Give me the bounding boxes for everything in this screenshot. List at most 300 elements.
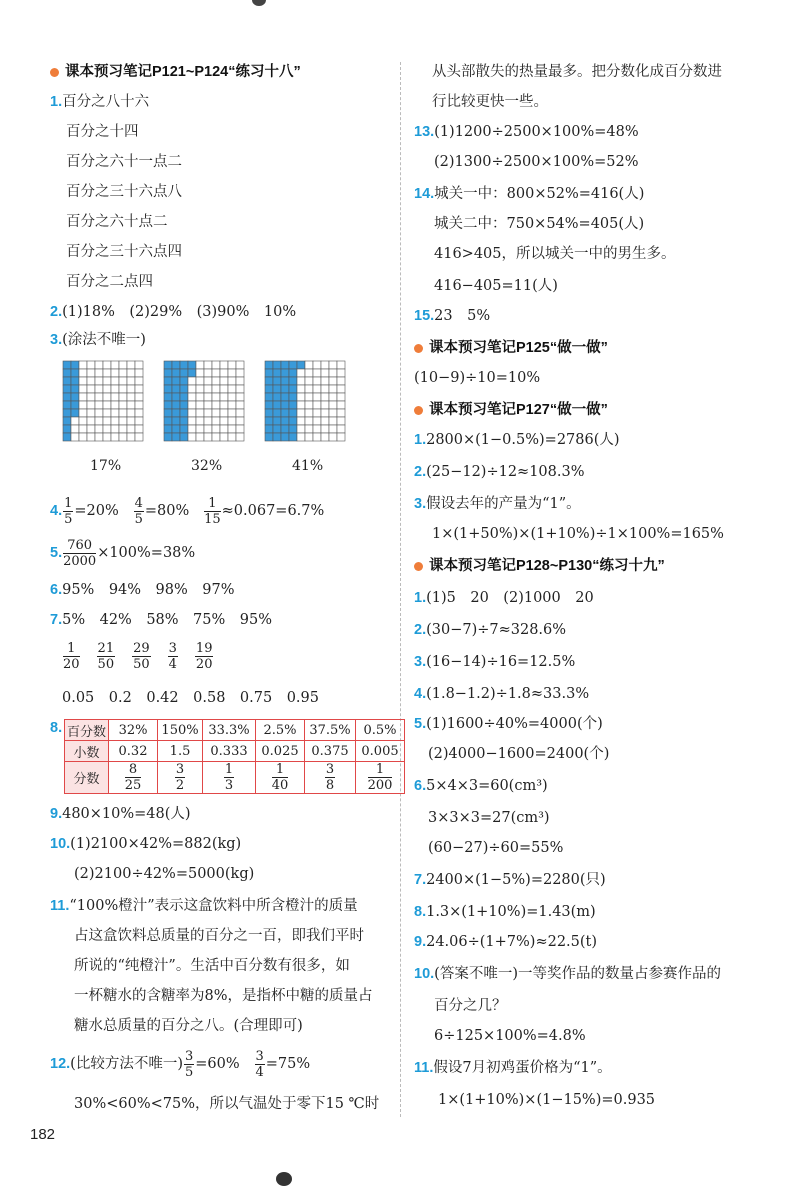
grid-cell bbox=[111, 361, 119, 369]
grid-cell bbox=[313, 361, 321, 369]
grid-cell bbox=[297, 433, 305, 441]
fraction: $\frac{1}{15}$ bbox=[204, 495, 221, 527]
h3-item: 2.(25−12)÷12≈108.3% bbox=[414, 464, 585, 480]
grid-cell bbox=[103, 377, 111, 385]
grid-cell-shaded bbox=[180, 409, 188, 417]
grid-cell bbox=[321, 393, 329, 401]
grid-cell bbox=[135, 401, 143, 409]
grid-cell-shaded bbox=[180, 401, 188, 409]
q6-line: 6.5×4×3=60(cm³) bbox=[414, 778, 548, 794]
grid-cell-shaded bbox=[164, 377, 172, 385]
grid-cell bbox=[204, 369, 212, 377]
q9-line: 9.24.06÷(1+7%)≈22.5(t) bbox=[414, 934, 598, 950]
grid-cell-shaded bbox=[63, 417, 71, 425]
grid-cell bbox=[111, 409, 119, 417]
grid-cell bbox=[95, 401, 103, 409]
grid-cell bbox=[196, 417, 204, 425]
grid-cell bbox=[321, 425, 329, 433]
grid-cell bbox=[188, 409, 196, 417]
grid-cell bbox=[111, 369, 119, 377]
q1-line: 百分之三十六点八 bbox=[66, 184, 182, 200]
grid-cell bbox=[337, 369, 345, 377]
grid-cell bbox=[321, 361, 329, 369]
grid-cell bbox=[321, 409, 329, 417]
q5b-line: (2)4000−1600=2400(个) bbox=[428, 746, 610, 762]
q7-line: 7.2400×(1−5%)=2280(只) bbox=[414, 872, 606, 888]
q11-line: 糖水总质量的百分之八。(合理即可) bbox=[74, 1018, 303, 1034]
q15-line: 15.23 5% bbox=[414, 308, 491, 324]
grid-cell bbox=[188, 401, 196, 409]
grid-cell bbox=[71, 417, 79, 425]
grid-cell bbox=[188, 385, 196, 393]
hundred-grid-1 bbox=[62, 360, 144, 442]
grid-cell bbox=[236, 417, 244, 425]
table-row: 百分数 32% 150% 33.3% 2.5% 37.5% 0.5% bbox=[65, 720, 405, 741]
grid-cell bbox=[79, 377, 87, 385]
grid-cell bbox=[188, 417, 196, 425]
grid-cell bbox=[87, 401, 95, 409]
grid-cell bbox=[236, 385, 244, 393]
q8-number: 8. bbox=[50, 720, 63, 736]
grid-cell bbox=[321, 417, 329, 425]
grid-cell bbox=[212, 433, 220, 441]
grid-cell-shaded bbox=[273, 369, 281, 377]
grid-cell-shaded bbox=[63, 433, 71, 441]
grid-cell bbox=[87, 369, 95, 377]
grid-cell-shaded bbox=[63, 377, 71, 385]
grid-cell bbox=[204, 377, 212, 385]
h4-item: 2.(30−7)÷7≈328.6% bbox=[414, 622, 567, 638]
grid-cell-shaded bbox=[172, 385, 180, 393]
grid-cell-shaded bbox=[172, 409, 180, 417]
grid-cell bbox=[329, 417, 337, 425]
grid-cell bbox=[71, 425, 79, 433]
q1-line: 百分之六十点二 bbox=[66, 214, 168, 230]
grid-cell bbox=[127, 425, 135, 433]
q5-line: 5. $\frac{760}{2000}$ ×100%=38% bbox=[50, 537, 196, 569]
grid-cell-shaded bbox=[273, 377, 281, 385]
q1-line: 百分之二点四 bbox=[66, 274, 153, 290]
grid-cell bbox=[87, 425, 95, 433]
grid-cell bbox=[127, 401, 135, 409]
grid-cell-shaded bbox=[71, 361, 79, 369]
grid-cell bbox=[313, 393, 321, 401]
grid-cell bbox=[127, 361, 135, 369]
grid-cell bbox=[135, 417, 143, 425]
q9-line: 9.480×10%=48(人) bbox=[50, 806, 191, 822]
grid-cell bbox=[236, 433, 244, 441]
grid-cell-shaded bbox=[188, 369, 196, 377]
q7-fractions bbox=[62, 638, 214, 674]
grid-cell bbox=[236, 425, 244, 433]
grid-cell bbox=[188, 393, 196, 401]
section-header-2: 课本预习笔记P125“做一做” bbox=[414, 338, 608, 358]
grid-cell bbox=[329, 409, 337, 417]
grid-cell bbox=[313, 377, 321, 385]
grid-cell-shaded bbox=[265, 417, 273, 425]
grid-cell bbox=[313, 417, 321, 425]
grid-cell bbox=[204, 393, 212, 401]
grid-cell bbox=[135, 393, 143, 401]
grid-cell-shaded bbox=[71, 393, 79, 401]
q1-line: 百分之三十六点四 bbox=[66, 244, 182, 260]
fraction: $\frac{3}{4}$ bbox=[255, 1048, 264, 1080]
h2-line: (10−9)÷10=10% bbox=[414, 370, 541, 386]
grid-cell bbox=[103, 369, 111, 377]
grid-cell bbox=[87, 385, 95, 393]
grid-cell-shaded bbox=[63, 409, 71, 417]
grid-cell bbox=[337, 425, 345, 433]
grid-cell-shaded bbox=[273, 385, 281, 393]
grid-caption-3: 41% bbox=[292, 458, 324, 474]
grid-cell bbox=[220, 425, 228, 433]
grid-cell bbox=[87, 409, 95, 417]
fraction: $\frac{3}{8}$ bbox=[325, 762, 335, 793]
grid-cell-shaded bbox=[281, 417, 289, 425]
grid-cell bbox=[204, 417, 212, 425]
grid-cell-shaded bbox=[164, 361, 172, 369]
grid-cell bbox=[95, 409, 103, 417]
grid-cell-shaded bbox=[281, 433, 289, 441]
grid-cell-shaded bbox=[289, 361, 297, 369]
grid-cell bbox=[220, 433, 228, 441]
grid-cell bbox=[111, 425, 119, 433]
grid-cell-shaded bbox=[265, 361, 273, 369]
grid-cell bbox=[305, 393, 313, 401]
grid-cell bbox=[204, 425, 212, 433]
grid-cell bbox=[119, 393, 127, 401]
grid-cell bbox=[228, 393, 236, 401]
grid-cell bbox=[135, 377, 143, 385]
grid-cell bbox=[220, 369, 228, 377]
grid-cell-shaded bbox=[71, 377, 79, 385]
grid-cell bbox=[297, 377, 305, 385]
grid-cell bbox=[236, 401, 244, 409]
grid-cell bbox=[196, 377, 204, 385]
q6-line: 6.95% 94% 98% 97% bbox=[50, 582, 235, 598]
q10-line: (2)2100÷42%=5000(kg) bbox=[74, 866, 255, 882]
grid-cell bbox=[329, 393, 337, 401]
grid-cell-shaded bbox=[265, 425, 273, 433]
grid-cell bbox=[79, 425, 87, 433]
grid-cell-shaded bbox=[273, 425, 281, 433]
grid-cell-shaded bbox=[281, 361, 289, 369]
bullet-dot-icon bbox=[414, 406, 423, 415]
grid-cell bbox=[313, 369, 321, 377]
q2-line: 2.(1)18% (2)29% (3)90% 10% bbox=[50, 304, 297, 320]
grid-cell bbox=[119, 361, 127, 369]
grid-cell bbox=[297, 393, 305, 401]
grid-cell bbox=[305, 409, 313, 417]
grid-cell bbox=[127, 377, 135, 385]
grid-cell bbox=[228, 361, 236, 369]
h4-item: 4.(1.8−1.2)÷1.8≈33.3% bbox=[414, 686, 590, 702]
q14-line: 416−405=11(人) bbox=[434, 278, 558, 294]
grid-cell-shaded bbox=[273, 401, 281, 409]
q11-line: 占这盒饮料总质量的百分之一百，即我们平时 bbox=[74, 928, 364, 944]
grid-cell bbox=[79, 369, 87, 377]
grid-cell bbox=[204, 385, 212, 393]
grid-cell bbox=[212, 393, 220, 401]
q1-line: 百分之六十一点二 bbox=[66, 154, 182, 170]
grid-cell bbox=[337, 433, 345, 441]
grid-cell bbox=[337, 377, 345, 385]
grid-cell bbox=[103, 409, 111, 417]
grid-cell bbox=[87, 361, 95, 369]
grid-cell bbox=[135, 409, 143, 417]
grid-cell bbox=[87, 433, 95, 441]
grid-cell-shaded bbox=[172, 361, 180, 369]
q1-line: 1.百分之八十六 bbox=[50, 94, 150, 110]
grid-cell-shaded bbox=[265, 377, 273, 385]
grid-cell bbox=[228, 433, 236, 441]
column-divider bbox=[400, 62, 401, 1117]
grid-cell bbox=[204, 409, 212, 417]
grid-cell-shaded bbox=[265, 393, 273, 401]
grid-cell-shaded bbox=[281, 425, 289, 433]
grid-cell bbox=[79, 409, 87, 417]
grid-cell bbox=[204, 361, 212, 369]
grid-cell-shaded bbox=[164, 425, 172, 433]
grid-cell bbox=[236, 377, 244, 385]
grid-cell bbox=[119, 369, 127, 377]
grid-cell bbox=[297, 425, 305, 433]
grid-cell bbox=[212, 377, 220, 385]
q7-line: 7.5% 42% 58% 75% 95% bbox=[50, 612, 273, 628]
grid-cell bbox=[337, 385, 345, 393]
grid-cell-shaded bbox=[289, 409, 297, 417]
grid-cell bbox=[204, 433, 212, 441]
q11-line: 11.假设7月初鸡蛋价格为“1”。 bbox=[414, 1060, 612, 1076]
grid-cell bbox=[127, 369, 135, 377]
grid-cell bbox=[135, 425, 143, 433]
fraction: $\frac{29}{50}$ bbox=[133, 640, 150, 672]
grid-cell bbox=[212, 361, 220, 369]
grid-cell bbox=[337, 409, 345, 417]
grid-cell bbox=[135, 361, 143, 369]
grid-cell bbox=[87, 393, 95, 401]
grid-cell bbox=[212, 401, 220, 409]
grid-cell bbox=[228, 417, 236, 425]
fraction: $\frac{3}{5}$ bbox=[185, 1048, 194, 1080]
grid-cell-shaded bbox=[188, 361, 196, 369]
grid-cell bbox=[337, 417, 345, 425]
grid-cell bbox=[196, 369, 204, 377]
grid-cell bbox=[305, 377, 313, 385]
grid-caption-1: 17% bbox=[90, 458, 122, 474]
grid-cell-shaded bbox=[180, 377, 188, 385]
grid-cell-shaded bbox=[71, 369, 79, 377]
grid-cell-shaded bbox=[172, 425, 180, 433]
grid-cell-shaded bbox=[273, 393, 281, 401]
grid-cell bbox=[119, 417, 127, 425]
grid-cell bbox=[305, 361, 313, 369]
grid-cell bbox=[188, 377, 196, 385]
q4-line: 4. $\frac{1}{5}$ =20% $\frac{4}{5}$ =80% $\frac{1}{15}$ ≈0.067=6.7% bbox=[50, 495, 325, 527]
section-header-4: 课本预习笔记P128~P130“练习十九” bbox=[414, 556, 665, 576]
fraction: $\frac{760}{2000}$ bbox=[63, 537, 97, 569]
grid-cell bbox=[79, 361, 87, 369]
q14-line: 城关二中：750×54%=405(人) bbox=[434, 216, 645, 232]
q10-line: 6÷125×100%=4.8% bbox=[434, 1028, 586, 1044]
grid-cell bbox=[212, 369, 220, 377]
grid-cell bbox=[321, 401, 329, 409]
grid-cell-shaded bbox=[180, 425, 188, 433]
grid-cell bbox=[103, 361, 111, 369]
grid-cell bbox=[127, 433, 135, 441]
table-row: 小数 0.32 1.5 0.333 0.025 0.375 0.005 bbox=[65, 741, 405, 762]
binding-hole-top bbox=[252, 0, 266, 6]
grid-cell-shaded bbox=[63, 361, 71, 369]
grid-cell-shaded bbox=[180, 369, 188, 377]
grid-cell-shaded bbox=[289, 425, 297, 433]
grid-cell bbox=[329, 425, 337, 433]
h4-item: 1.(1)5 20 (2)1000 20 bbox=[414, 590, 594, 606]
fraction: $\frac{4}{5}$ bbox=[134, 495, 143, 527]
grid-cell bbox=[337, 361, 345, 369]
grid-caption-2: 32% bbox=[191, 458, 223, 474]
grid-cell bbox=[321, 377, 329, 385]
grid-cell bbox=[236, 369, 244, 377]
grid-cell bbox=[329, 377, 337, 385]
grid-cell bbox=[305, 401, 313, 409]
grid-cell bbox=[228, 385, 236, 393]
grid-cell bbox=[337, 393, 345, 401]
grid-cell bbox=[220, 377, 228, 385]
grid-cell bbox=[196, 361, 204, 369]
grid-cell bbox=[95, 385, 103, 393]
hundred-grid-3 bbox=[264, 360, 346, 442]
grid-cell bbox=[79, 433, 87, 441]
q11-line: 所说的“纯橙汁”。生活中百分数有很多，如 bbox=[74, 958, 350, 974]
grid-cell bbox=[111, 385, 119, 393]
grid-cell-shaded bbox=[289, 401, 297, 409]
q14-line: 14.城关一中：800×52%=416(人) bbox=[414, 186, 645, 202]
grid-cell-shaded bbox=[164, 385, 172, 393]
fraction: $\frac{3}{2}$ bbox=[175, 762, 185, 793]
grid-cell bbox=[220, 361, 228, 369]
grid-cell bbox=[95, 393, 103, 401]
grid-cell-shaded bbox=[273, 433, 281, 441]
grid-cell-shaded bbox=[281, 377, 289, 385]
grid-cell bbox=[196, 385, 204, 393]
grid-cell bbox=[297, 409, 305, 417]
grid-cell bbox=[329, 401, 337, 409]
grid-cell bbox=[305, 433, 313, 441]
q13-line: (2)1300÷2500×100%=52% bbox=[434, 154, 639, 170]
grid-cell bbox=[220, 401, 228, 409]
grid-cell-shaded bbox=[273, 409, 281, 417]
grid-cell bbox=[313, 425, 321, 433]
grid-cell-shaded bbox=[63, 385, 71, 393]
grid-cell-shaded bbox=[289, 377, 297, 385]
grid-cell-shaded bbox=[281, 393, 289, 401]
continued-line: 行比较更快一些。 bbox=[432, 94, 548, 110]
grid-cell bbox=[79, 393, 87, 401]
h4-item: 5.(1)1600÷40%=4000(个) bbox=[414, 716, 603, 732]
grid-cell-shaded bbox=[265, 433, 273, 441]
grid-cell-shaded bbox=[172, 369, 180, 377]
hundred-grid-2 bbox=[163, 360, 245, 442]
q6-line: (60−27)÷60=55% bbox=[428, 840, 564, 856]
grid-cell bbox=[127, 417, 135, 425]
grid-cell-shaded bbox=[289, 417, 297, 425]
binding-hole-bottom bbox=[276, 1172, 292, 1186]
grid-cell bbox=[196, 425, 204, 433]
grid-cell bbox=[329, 433, 337, 441]
grid-cell bbox=[329, 361, 337, 369]
grid-cell bbox=[95, 361, 103, 369]
grid-cell bbox=[119, 409, 127, 417]
grid-cell bbox=[228, 377, 236, 385]
grid-cell-shaded bbox=[164, 417, 172, 425]
grid-cell bbox=[337, 401, 345, 409]
q14-line: 416>405，所以城关一中的男生多。 bbox=[434, 246, 676, 262]
grid-cell bbox=[111, 433, 119, 441]
fraction: $\frac{1}{200}$ bbox=[367, 762, 393, 793]
grid-cell bbox=[103, 433, 111, 441]
grid-cell bbox=[228, 425, 236, 433]
q11-line: 一杯糖水的含糖率为8%，是指杯中糖的质量占 bbox=[74, 988, 373, 1004]
grid-cell-shaded bbox=[297, 361, 305, 369]
grid-cell-shaded bbox=[273, 417, 281, 425]
grid-cell bbox=[95, 377, 103, 385]
grid-cell-shaded bbox=[164, 369, 172, 377]
fraction: $\frac{1}{5}$ bbox=[64, 495, 73, 527]
grid-cell bbox=[135, 369, 143, 377]
fraction: $\frac{21}{50}$ bbox=[97, 640, 115, 672]
grid-cell-shaded bbox=[281, 409, 289, 417]
grid-cell bbox=[321, 385, 329, 393]
grid-cell-shaded bbox=[164, 393, 172, 401]
grid-cell bbox=[228, 409, 236, 417]
grid-cell bbox=[196, 433, 204, 441]
grid-cell bbox=[329, 385, 337, 393]
q10-line: 百分之几？ bbox=[434, 998, 507, 1014]
grid-cell bbox=[220, 385, 228, 393]
grid-cell bbox=[135, 385, 143, 393]
grid-cell bbox=[188, 433, 196, 441]
grid-cell bbox=[212, 417, 220, 425]
grid-cell-shaded bbox=[289, 393, 297, 401]
q10-line: 10.(1)2100×42%=882(kg) bbox=[50, 836, 242, 852]
grid-cell bbox=[228, 369, 236, 377]
grid-cell bbox=[236, 361, 244, 369]
grid-cell-shaded bbox=[281, 401, 289, 409]
grid-cell-shaded bbox=[71, 409, 79, 417]
continued-line: 从头部散失的热量最多。把分数化成百分数进 bbox=[432, 64, 722, 80]
h3-item: 1.2800×(1−0.5%)=2786(人) bbox=[414, 432, 620, 448]
grid-cell-shaded bbox=[63, 369, 71, 377]
grid-cell bbox=[305, 417, 313, 425]
grid-cell bbox=[87, 377, 95, 385]
fraction: $\frac{1}{20}$ bbox=[63, 640, 80, 672]
q6-line: 3×3×3=27(cm³) bbox=[428, 810, 550, 826]
grid-cell-shaded bbox=[63, 393, 71, 401]
fraction: $\frac{3}{4}$ bbox=[168, 640, 177, 672]
grid-cell-shaded bbox=[281, 369, 289, 377]
grid-cell bbox=[204, 401, 212, 409]
grid-cell-shaded bbox=[289, 385, 297, 393]
grid-cell bbox=[188, 425, 196, 433]
grid-cell bbox=[236, 393, 244, 401]
grid-cell bbox=[135, 433, 143, 441]
grid-cell bbox=[119, 385, 127, 393]
grid-cell-shaded bbox=[71, 385, 79, 393]
grid-cell bbox=[196, 409, 204, 417]
page-number: 182 bbox=[30, 1126, 56, 1143]
grid-cell bbox=[313, 409, 321, 417]
